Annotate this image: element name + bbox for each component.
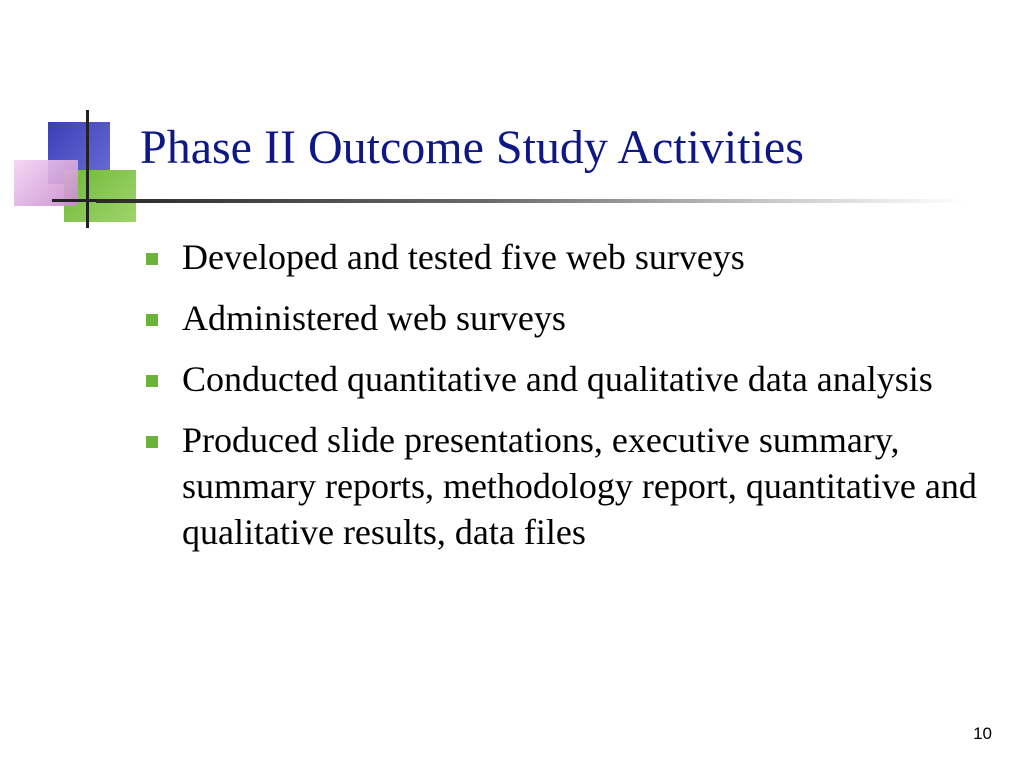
bullet-item	[146, 234, 996, 280]
square-bullet-icon	[146, 436, 158, 448]
bullet-text: Developed and tested five web surveys	[182, 237, 745, 277]
deco-vertical-line	[86, 110, 89, 228]
square-bullet-icon	[146, 314, 158, 326]
bullet-text: Produced slide presentations, executive summary, summary reports, methodology report, quantitative and qualitative results, data files	[182, 420, 977, 552]
square-bullet-icon	[146, 253, 158, 265]
bullet-text: Conducted quantitative and qualitative data analysis	[182, 359, 933, 399]
corner-decoration	[0, 0, 200, 240]
slide-title: Phase II Outcome Study Activities	[140, 121, 804, 174]
bullet-text: Administered web surveys	[182, 298, 566, 338]
bullet-list	[146, 234, 996, 570]
bullet-item	[146, 356, 996, 402]
bullet-item	[146, 417, 996, 555]
page-number: 10	[973, 724, 992, 743]
bullet-item	[146, 295, 996, 341]
square-bullet-icon	[146, 375, 158, 387]
title-underline	[96, 199, 966, 203]
